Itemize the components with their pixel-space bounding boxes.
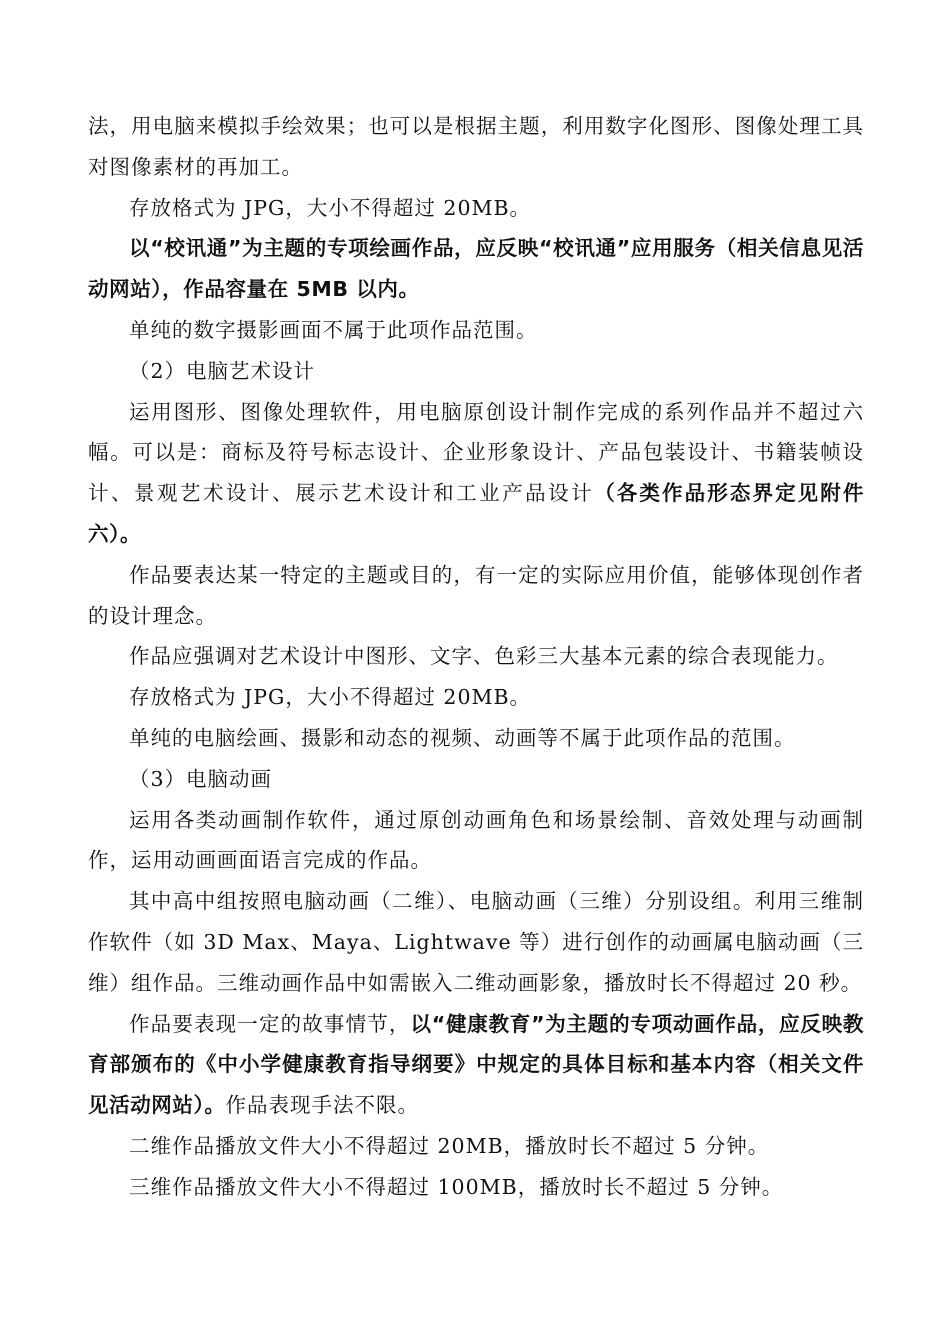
paragraph-art-design-desc <box>88 392 864 555</box>
paragraph-2d-limits: 二维作品播放文件大小不得超过 20MB，播放时长不超过 5 分钟。 <box>129 1133 770 1158</box>
paragraph-format-jpg: 存放格式为 JPG，大小不得超过 20MB。 <box>129 195 532 220</box>
paragraph-animation-groups: 其中高中组按照电脑动画（二维）、电脑动画（三维）分别设组。利用三维制作软件（如 3D Max、Maya、Lightwave 等）进行创作的动画属电脑动画（三维）组作品。三维动画作品中如需嵌入二维动画影象，播放时长不得超过 20 秒。 <box>88 889 864 995</box>
paragraph-format-jpg-2: 存放格式为 JPG，大小不得超过 20MB。 <box>129 685 532 710</box>
paragraph-3d-limits: 三维作品播放文件大小不得超过 100MB，播放时长不超过 5 分钟。 <box>129 1174 784 1199</box>
document-body <box>88 106 864 1208</box>
health-theme-text-b: 作品表现手法不限。 <box>225 1093 419 1118</box>
art-design-desc-text: 运用图形、图像处理软件，用电脑原创设计制作完成的系列作品并不超过六幅。可以是：商标及符号标志设计、企业形象设计、产品包装设计、书籍装帧设计、景观艺术设计、展示艺术设计和工业产品设计 <box>88 399 864 506</box>
health-theme-text-a: 作品要表现一定的故事情节， <box>129 1011 411 1036</box>
paragraph-design-exclusion: 单纯的电脑绘画、摄影和动态的视频、动画等不属于此项作品的范围。 <box>129 725 796 750</box>
paragraph-health-theme <box>88 1004 864 1126</box>
section-heading-art-design: （2）电脑艺术设计 <box>129 358 316 383</box>
health-theme-bold: 以“健康教育”为主题的专项动画作品，应反映教育部颁布的《中小学健康教育指导纲要》中规定的具体目标和基本内容（相关文件见活动网站）。 <box>88 1011 864 1118</box>
paragraph-design-elements: 作品应强调对艺术设计中图形、文字、色彩三大基本元素的综合表现能力。 <box>129 644 839 669</box>
paragraph-xiaoxuntong-theme: 以“校讯通”为主题的专项绘画作品，应反映“校讯通”应用服务（相关信息见活动网站），作品容量在 5MB 以内。 <box>88 236 864 302</box>
paragraph-design-theme: 作品要表达某一特定的主题或目的，有一定的实际应用价值，能够体现创作者的设计理念。 <box>88 562 864 628</box>
section-heading-animation: （3）电脑动画 <box>129 766 273 791</box>
art-design-desc-bold: （各类作品形态界定见附件六）。 <box>88 481 865 546</box>
paragraph-animation-desc: 运用各类动画制作软件，通过原创动画角色和场景绘制、音效处理与动画制作，运用动画画面语言完成的作品。 <box>88 807 864 873</box>
paragraph-continued: 法，用电脑来模拟手绘效果；也可以是根据主题，利用数字化图形、图像处理工具对图像素材的再加工。 <box>88 114 864 179</box>
paragraph-photo-exclusion: 单纯的数字摄影画面不属于此项作品范围。 <box>129 317 538 342</box>
